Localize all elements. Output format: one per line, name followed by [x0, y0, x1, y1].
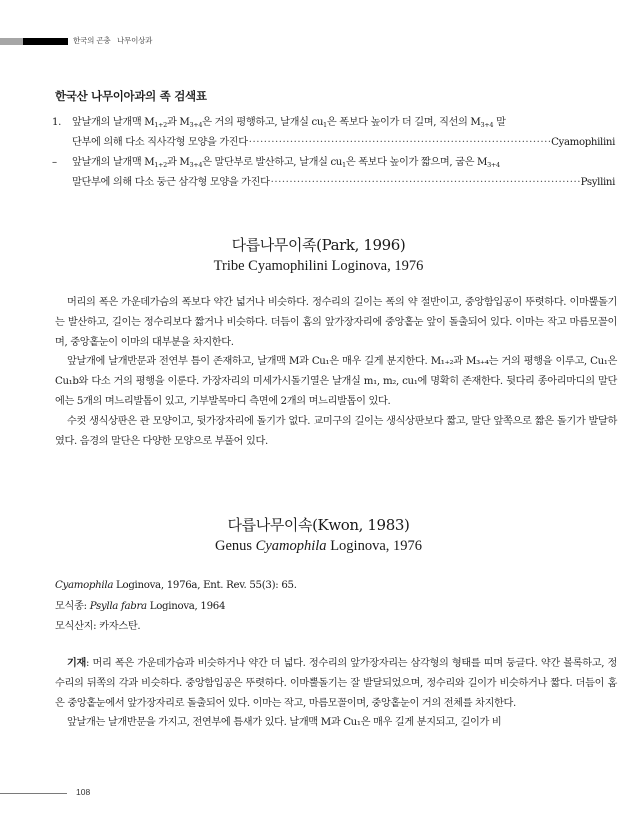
paragraph: 기재: 머리 폭은 가운데가슴과 비슷하거나 약간 더 넓다. 정수리의 앞가장자리는 삼각형의 형태를 띠며 둥글다. 약간 볼록하고, 정수리의 뒤쪽의 각과 비슷하다. 중앙함입공은 뚜렷하다. 이마뿔돌기는 잘 발달되었으며, 정수리와 길이가 비슷하거나 짧다. 더듬이 홈은 중앙홑눈에서 앞가장자리로 돌출되어 있다. 이마는 작고, 마름모꼴이며, 중앙홑눈이 거의 전체를 차지한다. [55, 658, 617, 709]
paragraph: 머리의 폭은 가운데가슴의 폭보다 약간 넓거나 비슷하다. 정수리의 길이는 폭의 약 절반이고, 중앙함입공이 뚜렷하다. 이마뿔돌기는 발산하고, 길이는 정수리보다 짧거나 비슷하다. 더듬이 홈의 앞가장자리에 중앙홑눈 앞이 돌출되어 있다. 이마는 작고 마름모꼴이며, 중앙홑눈이 이마의 대부분을 차지한다. [55, 297, 617, 348]
key-marker: – [52, 157, 57, 168]
paragraph: 수컷 생식상판은 관 모양이고, 뒷가장자리에 돌기가 없다. 교미구의 길이는 생식상판보다 짧고, 말단 앞쪽으로 짧은 돌기가 발달하였다. 음경의 말단은 다양한 모양으로 부풀어 있다. [55, 415, 617, 447]
paragraph: 앞날개는 날개반문을 가지고, 전연부에 틈새가 있다. 날개맥 M과 Cu₁은 매우 길게 분지되고, 길이가 비 [67, 717, 502, 729]
key-line-2: 말단부에 의해 다소 둥근 삼각형 모양을 가진다 ····· Psyllini [72, 173, 615, 193]
paragraph: 앞날개에 날개반문과 전연부 틈이 존재하고, 날개맥 M과 Cu₁은 매우 길게 분지한다. M₁₊₂과 M₃₊₄는 거의 평행을 이루고, Cu₁은 Cu₁b와 다소 거의 평행을 이룬다. 가장자리의 미세가시돌기열은 날개실 m₁, m₂, cu₁에 명확히 존재한다. 뒷다리 종아리마디의 말단에는 5개의 며느리발톱이 있고, 기부발목마디 측면에 2개의 며느리발톱이 있다. [55, 356, 617, 407]
key-result: Psyllini [580, 177, 615, 188]
leader-dots [249, 133, 550, 153]
genus-references [55, 576, 297, 638]
description-label: 기재 [67, 658, 86, 669]
key-line-1: 앞날개의 날개맥 $M_{1+2}$과 $M_{3+4}$은 거의 평행하고, 날개실 $cu_1$은 폭보다 높이가 더 길며, 직선의 $M_{3+4}$ 말 [72, 117, 506, 129]
running-header [73, 35, 152, 46]
original-citation: Cyamophila Loginova, 1976a, Ent. Rev. 55(3): 65. [55, 580, 297, 591]
tribe-heading-latin: Tribe Cyamophilini Loginova, 1976 [213, 258, 424, 274]
header-bar-gray [0, 38, 23, 45]
genus-heading-latin: Genus Cyamophila Loginova, 1976 [214, 538, 423, 554]
section-title: 나무이상과 [116, 36, 153, 45]
genus-description [55, 654, 617, 733]
header-bar-black [23, 38, 68, 45]
tribe-description [55, 293, 617, 451]
type-locality: 모식산지: 카자스탄. [55, 621, 141, 632]
key-title: 한국산 나무이아과의 족 검색표 [55, 89, 207, 103]
book-title: 한국의 곤충 [73, 36, 111, 45]
footer-rule [0, 793, 67, 794]
identification-key [52, 113, 615, 193]
genus-heading-korean: 다릅나무이속(Kwon, 1983) [227, 516, 410, 534]
key-marker: 1. [52, 117, 62, 128]
page-number: 108 [76, 787, 91, 797]
leader-dots [271, 173, 580, 193]
key-couplet-2 [52, 153, 615, 193]
key-line-1: 앞날개의 날개맥 $M_{1+2}$과 $M_{3+4}$은 말단부로 발산하고, 날개실 $cu_1$은 폭보다 높이가 짧으며, 굽은 $M_{3+4}$ [72, 157, 500, 169]
type-species: 모식종: Psylla fabra Loginova, 1964 [55, 600, 226, 612]
key-couplet-1 [52, 113, 615, 153]
tribe-heading-korean: 다릅나무이족(Park, 1996) [231, 236, 406, 254]
key-line-2: 단부에 의해 다소 직사각형 모양을 가진다 ····· Cyamophilini [72, 133, 615, 153]
key-result: Cyamophilini [551, 137, 615, 148]
